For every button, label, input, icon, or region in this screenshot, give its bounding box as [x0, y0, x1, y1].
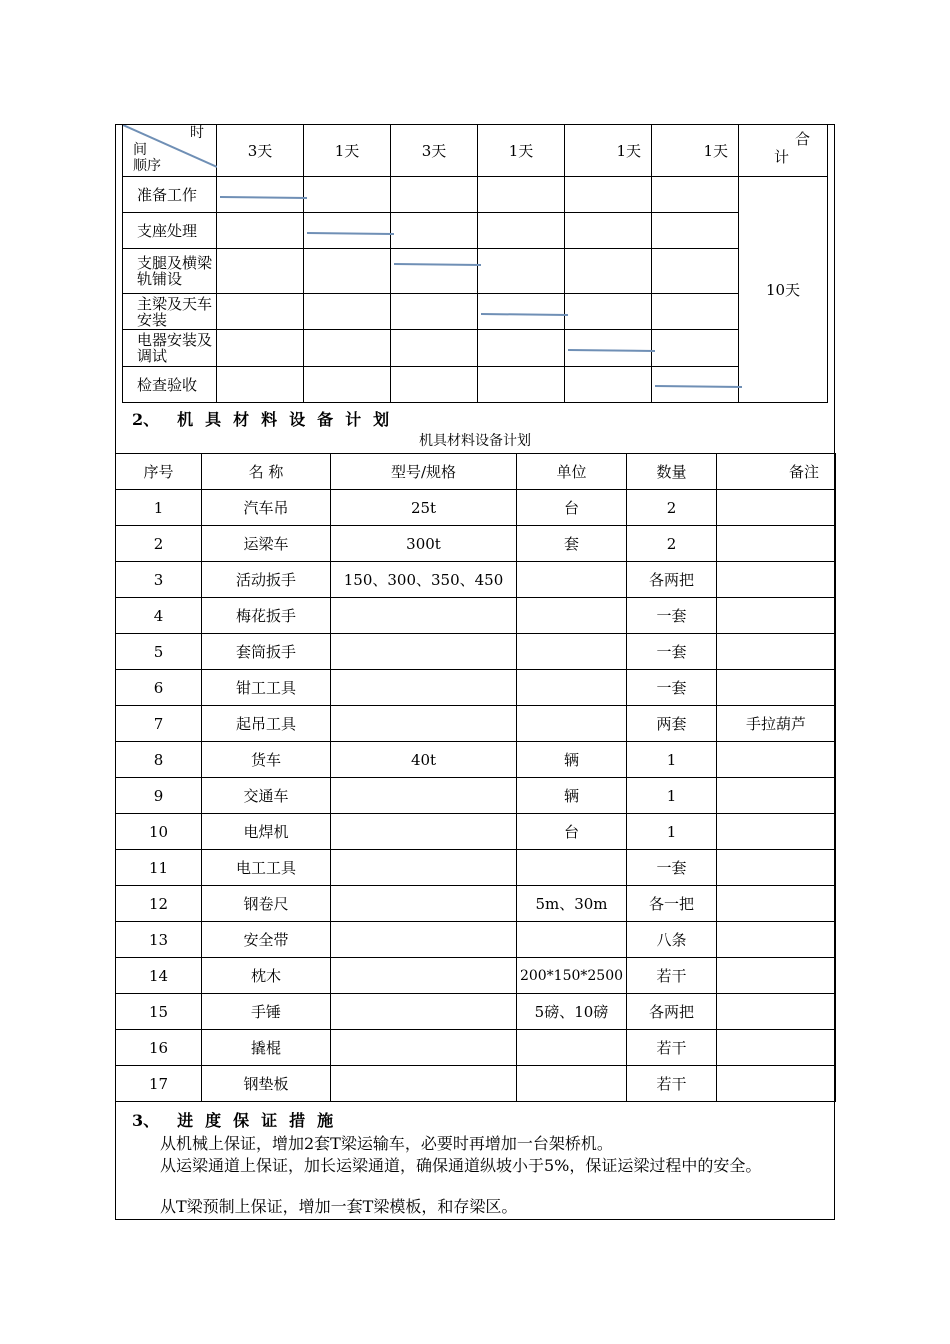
table-cell [331, 922, 517, 958]
table-cell: 货车 [202, 742, 331, 778]
section-title: 机具材料设备计划 [177, 410, 402, 429]
table-caption: 机具材料设备计划 [419, 433, 531, 449]
table-cell: 5m、30m [517, 886, 627, 922]
table-cell: 5磅、10磅 [517, 994, 627, 1030]
table-cell [517, 598, 627, 634]
table-cell: 交通车 [202, 778, 331, 814]
table-cell: 5 [116, 634, 202, 670]
table-cell [517, 562, 627, 598]
table-cell: 17 [116, 1066, 202, 1102]
table-cell: 手锤 [202, 994, 331, 1030]
table-cell [717, 850, 836, 886]
total-header-cell [739, 125, 828, 177]
column-header: 数量 [627, 454, 717, 490]
table-cell: 150、300、350、450 [331, 562, 517, 598]
total-days: 10天 [739, 177, 828, 403]
table-cell: 安全带 [202, 922, 331, 958]
table-cell: 16 [116, 1030, 202, 1066]
column-header: 序号 [116, 454, 202, 490]
equipment-header-row [116, 454, 836, 490]
table-cell: 15 [116, 994, 202, 1030]
construction-schedule-table [122, 124, 828, 403]
table-cell: 钢垫板 [202, 1066, 331, 1102]
table-cell: 1 [627, 742, 717, 778]
schedule-row [123, 249, 828, 294]
table-cell [717, 1030, 836, 1066]
table-cell: 1 [627, 778, 717, 814]
table-cell [517, 850, 627, 886]
schedule-row [123, 367, 828, 403]
table-cell [717, 526, 836, 562]
table-row [116, 742, 836, 778]
table-cell: 枕木 [202, 958, 331, 994]
table-cell [717, 886, 836, 922]
table-cell: 200*150*2500 [517, 958, 627, 994]
section-number: 3、 [132, 1111, 160, 1130]
table-cell [717, 598, 836, 634]
table-row [116, 706, 836, 742]
table-cell: 电工工具 [202, 850, 331, 886]
paragraph: 从T梁预制上保证，增加一套T梁模板，和存梁区。 [160, 1197, 518, 1216]
table-cell [517, 706, 627, 742]
table-cell: 电焊机 [202, 814, 331, 850]
table-cell: 辆 [517, 742, 627, 778]
table-cell: 活动扳手 [202, 562, 331, 598]
table-cell [331, 850, 517, 886]
table-row [116, 526, 836, 562]
schedule-header-row [123, 125, 828, 177]
table-row [116, 778, 836, 814]
table-cell: 钢卷尺 [202, 886, 331, 922]
table-row [116, 958, 836, 994]
schedule-row [123, 213, 828, 249]
duration-cell: 1天 [652, 125, 739, 177]
table-cell: 300t [331, 526, 517, 562]
table-cell: 各两把 [627, 562, 717, 598]
table-cell: 9 [116, 778, 202, 814]
table-row [116, 562, 836, 598]
table-cell [717, 778, 836, 814]
table-row [116, 922, 836, 958]
table-cell: 梅花扳手 [202, 598, 331, 634]
table-cell [717, 994, 836, 1030]
table-cell: 起吊工具 [202, 706, 331, 742]
task-name: 支腿及横梁轨铺设 [123, 249, 217, 294]
table-cell: 运梁车 [202, 526, 331, 562]
table-cell [331, 994, 517, 1030]
duration-cell: 3天 [391, 125, 478, 177]
table-row [116, 1030, 836, 1066]
table-cell: 13 [116, 922, 202, 958]
diagonal-header-cell [123, 125, 217, 177]
total-label-he: 合 [795, 130, 811, 148]
section-2-heading [132, 407, 401, 430]
table-cell: 手拉葫芦 [717, 706, 836, 742]
table-row [116, 850, 836, 886]
table-row [116, 634, 836, 670]
table-cell [517, 670, 627, 706]
table-row [116, 670, 836, 706]
table-cell: 各两把 [627, 994, 717, 1030]
table-cell [517, 634, 627, 670]
table-cell [517, 1066, 627, 1102]
table-cell: 一套 [627, 850, 717, 886]
task-name: 电器安装及调试 [123, 330, 217, 367]
table-cell [331, 958, 517, 994]
table-cell [717, 562, 836, 598]
table-cell: 2 [627, 526, 717, 562]
table-cell: 1 [116, 490, 202, 526]
paragraph: 从机械上保证，增加2套T梁运输车，必要时再增加一台架桥机。 [160, 1134, 613, 1153]
table-row [116, 886, 836, 922]
table-cell: 钳工工具 [202, 670, 331, 706]
table-cell: 10 [116, 814, 202, 850]
column-header: 单位 [517, 454, 627, 490]
paragraph: 从运梁通道上保证，加长运梁通道，确保通道纵坡小于5%，保证运梁过程中的安全。 [160, 1156, 762, 1175]
table-cell: 一套 [627, 634, 717, 670]
section-3-heading [132, 1108, 345, 1131]
table-row [116, 1066, 836, 1102]
table-cell: 8 [116, 742, 202, 778]
table-cell [331, 886, 517, 922]
table-cell: 40t [331, 742, 517, 778]
table-cell: 若干 [627, 1066, 717, 1102]
table-cell: 3 [116, 562, 202, 598]
table-cell: 7 [116, 706, 202, 742]
table-cell: 八条 [627, 922, 717, 958]
table-cell [517, 1030, 627, 1066]
table-cell: 一套 [627, 598, 717, 634]
table-cell: 14 [116, 958, 202, 994]
table-row [116, 994, 836, 1030]
diag-label-order: 顺序 [133, 158, 161, 174]
table-row [116, 814, 836, 850]
task-name: 准备工作 [123, 177, 217, 213]
table-cell: 11 [116, 850, 202, 886]
section-number: 2、 [132, 410, 160, 429]
table-cell: 辆 [517, 778, 627, 814]
table-cell: 6 [116, 670, 202, 706]
table-cell: 撬棍 [202, 1030, 331, 1066]
table-cell [717, 1066, 836, 1102]
duration-cell: 1天 [478, 125, 565, 177]
table-cell [331, 706, 517, 742]
column-header: 名 称 [202, 454, 331, 490]
task-name: 支座处理 [123, 213, 217, 249]
duration-cell: 1天 [565, 125, 652, 177]
table-cell: 25t [331, 490, 517, 526]
equipment-table [115, 453, 836, 1102]
table-cell: 若干 [627, 958, 717, 994]
schedule-row [123, 177, 828, 213]
duration-cell: 1天 [304, 125, 391, 177]
table-cell [331, 670, 517, 706]
table-cell: 台 [517, 490, 627, 526]
table-cell [717, 742, 836, 778]
schedule-row [123, 294, 828, 330]
table-cell: 套筒扳手 [202, 634, 331, 670]
table-cell [717, 634, 836, 670]
table-cell: 2 [116, 526, 202, 562]
table-cell: 1 [627, 814, 717, 850]
table-cell: 一套 [627, 670, 717, 706]
duration-cell: 3天 [217, 125, 304, 177]
task-name: 主梁及天车安装 [123, 294, 217, 330]
table-cell: 两套 [627, 706, 717, 742]
table-cell [331, 634, 517, 670]
table-cell: 台 [517, 814, 627, 850]
table-row [116, 490, 836, 526]
table-cell [717, 814, 836, 850]
table-cell [331, 598, 517, 634]
table-cell: 若干 [627, 1030, 717, 1066]
table-cell [331, 778, 517, 814]
section-title: 进度保证措施 [177, 1111, 346, 1130]
table-cell [717, 490, 836, 526]
table-cell: 4 [116, 598, 202, 634]
diag-label-jian: 间 [133, 142, 147, 158]
table-cell: 12 [116, 886, 202, 922]
table-cell: 套 [517, 526, 627, 562]
table-cell [331, 814, 517, 850]
total-label-ji: 计 [774, 148, 790, 166]
column-header: 备注 [717, 454, 836, 490]
task-name: 检查验收 [123, 367, 217, 403]
schedule-row [123, 330, 828, 367]
table-cell [517, 922, 627, 958]
table-cell: 汽车吊 [202, 490, 331, 526]
table-cell: 2 [627, 490, 717, 526]
table-cell: 各一把 [627, 886, 717, 922]
table-cell [331, 1030, 517, 1066]
column-header: 型号/规格 [331, 454, 517, 490]
table-cell [717, 670, 836, 706]
table-cell [717, 922, 836, 958]
diag-label-time: 时 [190, 125, 204, 141]
table-cell [717, 958, 836, 994]
table-cell [331, 1066, 517, 1102]
table-row [116, 598, 836, 634]
